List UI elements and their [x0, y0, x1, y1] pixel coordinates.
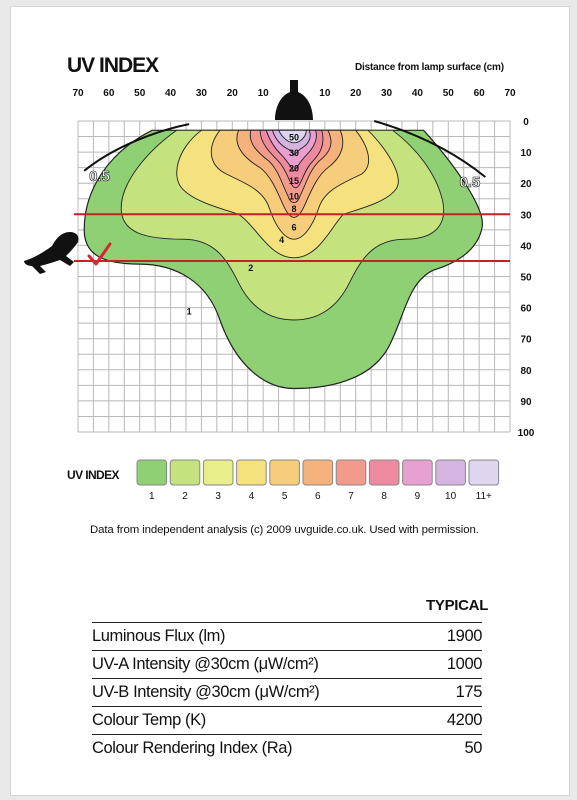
spec-label: Colour Temp (K) [92, 707, 430, 735]
y-tick-label: 10 [520, 148, 532, 160]
legend-swatch-9 [403, 460, 433, 485]
table-row [92, 707, 482, 735]
contour-label: 2 [248, 263, 254, 274]
y-tick-label: 20 [520, 179, 532, 191]
spec-value: 175 [430, 679, 482, 707]
legend-label-7: 7 [348, 491, 354, 502]
legend-label-2: 2 [182, 491, 188, 502]
contour-label: 1 [186, 306, 192, 317]
legend-label-4: 4 [248, 491, 255, 502]
legend-swatch-11+ [469, 460, 499, 485]
credit-text: Data from independent analysis (c) 2009 uvguide.co.uk. Used with permission. [90, 524, 479, 536]
legend-swatch-8 [369, 460, 399, 485]
x-tick-label: 70 [72, 88, 84, 99]
table-row [92, 651, 482, 679]
y-tick-label: 60 [520, 303, 532, 315]
contour-label: 50 [288, 132, 300, 143]
legend-label-5: 5 [281, 491, 288, 502]
y-tick-label: 100 [517, 428, 535, 439]
legend-label-11+: 11+ [475, 491, 492, 502]
legend-swatch-5 [270, 460, 300, 485]
spec-label: UV-B Intensity @30cm (μW/cm²) [92, 679, 430, 707]
legend-swatch-1 [137, 460, 167, 485]
chart-title: UV INDEX [67, 54, 159, 77]
y-tick-label: 70 [520, 334, 532, 346]
legend-swatch-6 [303, 460, 333, 485]
distance-axis-label: Distance from lamp surface (cm) [355, 62, 504, 73]
contour-label: 10 [288, 191, 300, 202]
legend-label-6: 6 [315, 491, 321, 502]
x-tick-label: 40 [165, 88, 177, 99]
spec-label: Luminous Flux (lm) [92, 623, 430, 651]
x-tick-label: 30 [195, 88, 207, 99]
table-header-typical: TYPICAL [426, 597, 489, 614]
y-tick-label: 90 [520, 396, 532, 408]
legend-label-3: 3 [215, 491, 221, 502]
y-tick-label: 50 [520, 272, 532, 284]
lizard-icon [24, 232, 79, 274]
y-tick-label: 80 [520, 365, 532, 377]
table-row [92, 735, 482, 763]
table-row [92, 679, 482, 707]
contour-label: 20 [288, 163, 300, 174]
legend-swatch-7 [336, 460, 366, 485]
legend-label-10: 10 [445, 491, 457, 502]
spec-value: 4200 [430, 707, 482, 735]
x-tick-label: 50 [442, 88, 454, 99]
legend-swatch-4 [237, 460, 267, 485]
spec-label: Colour Rendering Index (Ra) [92, 735, 430, 763]
table-row [92, 623, 482, 651]
spec-value: 50 [430, 735, 482, 763]
x-tick-label: 10 [257, 88, 269, 99]
spec-label: UV-A Intensity @30cm (μW/cm²) [92, 651, 430, 679]
x-tick-label: 30 [381, 88, 393, 99]
spec-value: 1000 [430, 651, 482, 679]
contour-label: 15 [288, 176, 300, 187]
legend-label-8: 8 [381, 491, 387, 502]
legend-swatch-2 [170, 460, 200, 485]
contour-label: 8 [291, 204, 297, 215]
contour-label: 30 [288, 148, 300, 159]
legend-title: UV INDEX [67, 468, 119, 482]
y-tick-label: 0 [523, 117, 529, 128]
contour-label: 6 [291, 222, 297, 233]
x-tick-label: 10 [319, 88, 331, 99]
legend-swatch-10 [436, 460, 466, 485]
contour-label: 0.5 [89, 167, 111, 185]
spec-value: 1900 [430, 623, 482, 651]
x-tick-label: 20 [226, 88, 238, 99]
y-tick-label: 40 [520, 241, 532, 253]
legend-label-1: 1 [149, 491, 155, 502]
x-tick-label: 20 [350, 88, 362, 99]
y-tick-label: 30 [520, 210, 532, 222]
legend-label-9: 9 [414, 491, 421, 502]
legend-swatch-3 [203, 460, 233, 485]
x-tick-label: 70 [504, 88, 516, 99]
x-tick-label: 50 [134, 88, 146, 99]
contour-label: 4 [279, 235, 285, 246]
x-tick-label: 60 [103, 88, 115, 99]
specs-table [92, 622, 482, 762]
x-tick-label: 40 [411, 88, 423, 99]
lamp-icon [275, 80, 313, 120]
x-tick-label: 60 [473, 88, 485, 99]
contour-label: 0.5 [459, 174, 481, 192]
